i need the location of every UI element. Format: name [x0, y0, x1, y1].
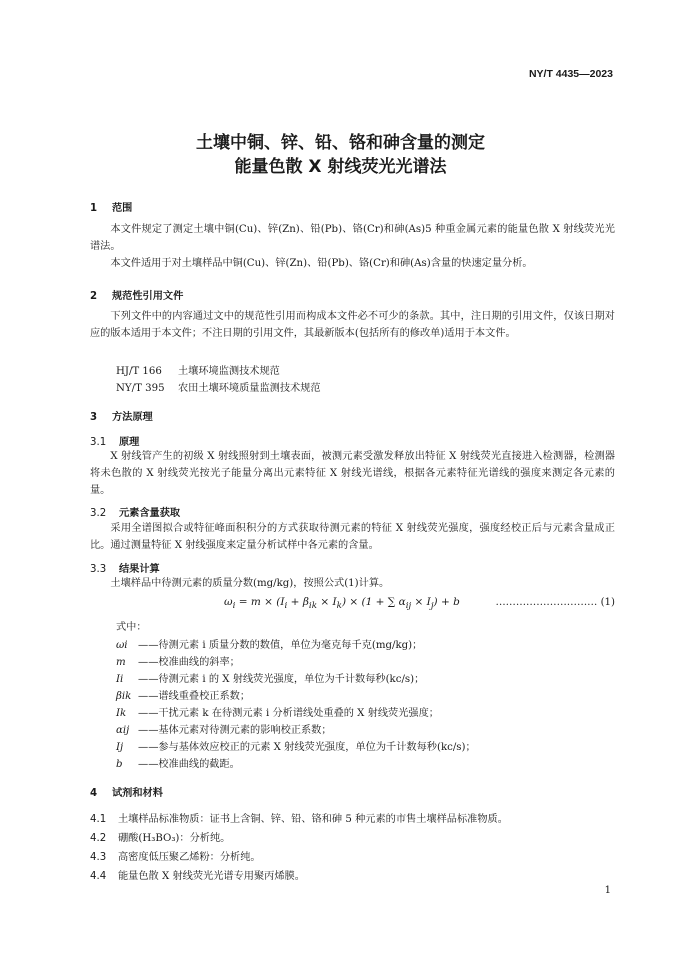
subsection-3-1-heading [90, 433, 139, 448]
standard-code: NY/T 4435—2023 [528, 68, 613, 80]
reference-item [116, 362, 280, 377]
section-number: 3 [90, 412, 98, 423]
list-item: 4.4 能量色散 X 射线荧光光谱专用聚丙烯膜。 [90, 871, 305, 882]
list-item: 4.2 硼酸(H₃BO₃)：分析纯。 [90, 833, 231, 844]
reference-code: NY/T 395 [116, 383, 165, 394]
section-2-heading [90, 287, 183, 302]
variable-definition: m ——校准曲线的斜率； [116, 657, 240, 668]
section-1-paragraph-2: 本文件适用于对土壤样品中铜(Cu)、锌(Zn)、铅(Pb)、铬(Cr)和砷(As)含量的快速定量分析。 [110, 258, 533, 269]
reference-item [116, 379, 321, 394]
list-item: 4.3 高密度低压聚乙烯粉：分析纯。 [90, 852, 261, 863]
where-label: 式中： [116, 622, 147, 633]
list-item: 4.1 土壤样品标准物质：证书上含铜、锌、铅、铬和砷 5 种元素的市售土壤样品标准物质。 [90, 814, 508, 825]
subsection-number: 3.1 [90, 437, 107, 448]
section-number: 2 [90, 291, 98, 302]
variable-definition: Ik ——干扰元素 k 在待测元素 i 分析谱线处重叠的 X 射线荧光强度； [116, 708, 439, 719]
section-1-paragraph-1: 本文件规定了测定土壤中铜(Cu)、锌(Zn)、铅(Pb)、铬(Cr)和砷(As)5 种重金属元素的能量色散 X 射线荧光光谱法。 [90, 224, 615, 252]
section-4-heading [90, 784, 163, 799]
subsection-title: 原理 [119, 437, 140, 448]
section-number: 1 [90, 203, 98, 214]
subsection-3-2-paragraph: 采用全谱图拟合或特征峰面积积分的方式获取待测元素的特征 X 射线荧光强度，强度经校正后与元素含量成正比。通过测量特征 X 射线强度来定量分析试样中各元素的含量。 [90, 523, 615, 551]
subsection-3-1-paragraph: X 射线管产生的初级 X 射线照射到土壤表面，被测元素受激发释放出特征 X 射线荧光直接进入检测器，检测器将未色散的 X 射线荧光按光子能量分离出元素特征 X 射线光谱线，根据各元素特征光谱线的强度来测定各元素的量。 [90, 451, 615, 496]
subsection-title: 元素含量获取 [119, 508, 181, 519]
document-title-line1: 土壤中铜、锌、铅、铬和砷含量的测定 [196, 133, 485, 153]
subsection-3-3-heading [90, 560, 160, 575]
formula-1: $\omega_i = m \times (I_i + \beta_{ik} \times I_k) \times (1$ + ∑ $\alpha_{ij} \times I_j) + b$ [224, 596, 460, 612]
section-title: 范围 [112, 203, 133, 214]
reference-code: HJ/T 166 [116, 366, 162, 377]
subsection-title: 结果计算 [119, 564, 160, 575]
section-number: 4 [90, 788, 98, 799]
subsection-number: 3.2 [90, 508, 107, 519]
variable-definition: b ——校准曲线的截距。 [116, 759, 240, 770]
variable-definition: Ij ——参与基体效应校正的元素 X 射线荧光强度，单位为千计数每秒(kc/s)； [116, 742, 476, 753]
variable-definition: βik ——谱线重叠校正系数； [116, 691, 251, 702]
subsection-3-2-heading [90, 504, 180, 519]
section-2-paragraph: 下列文件中的内容通过文中的规范性引用而构成本文件必不可少的条款。其中，注日期的引用文件，仅该日期对应的版本适用于本文件；不注日期的引用文件，其最新版本(包括所有的修改单)适用于本文件。 [90, 311, 615, 339]
variable-definition: αij ——基体元素对待测元素的影响校正系数； [116, 725, 332, 736]
reference-name: 土壤环境监测技术规范 [178, 366, 280, 377]
variable-definition: Ii ——待测元素 i 的 X 射线荧光强度，单位为千计数每秒(kc/s)； [116, 674, 425, 685]
formula-number-label: (1) [600, 597, 615, 608]
section-title: 规范性引用文件 [112, 291, 184, 302]
subsection-3-3-paragraph: 土壤样品中待测元素的质量分数(mg/kg)，按照公式(1)计算。 [110, 578, 390, 589]
formula-number: ………………………… (1) [495, 597, 615, 608]
section-3-heading [90, 408, 153, 423]
document-title-line2: 能量色散 X 射线荧光光谱法 [234, 157, 447, 177]
subsection-number: 3.3 [90, 564, 107, 575]
section-1-heading [90, 199, 132, 214]
page-number: 1 [604, 885, 611, 896]
section-title: 方法原理 [112, 412, 153, 423]
variable-definition: ωi ——待测元素 i 质量分数的数值，单位为毫克每千克(mg/kg)； [116, 640, 423, 651]
section-title: 试剂和材料 [112, 788, 163, 799]
reference-name: 农田土壤环境质量监测技术规范 [178, 383, 321, 394]
